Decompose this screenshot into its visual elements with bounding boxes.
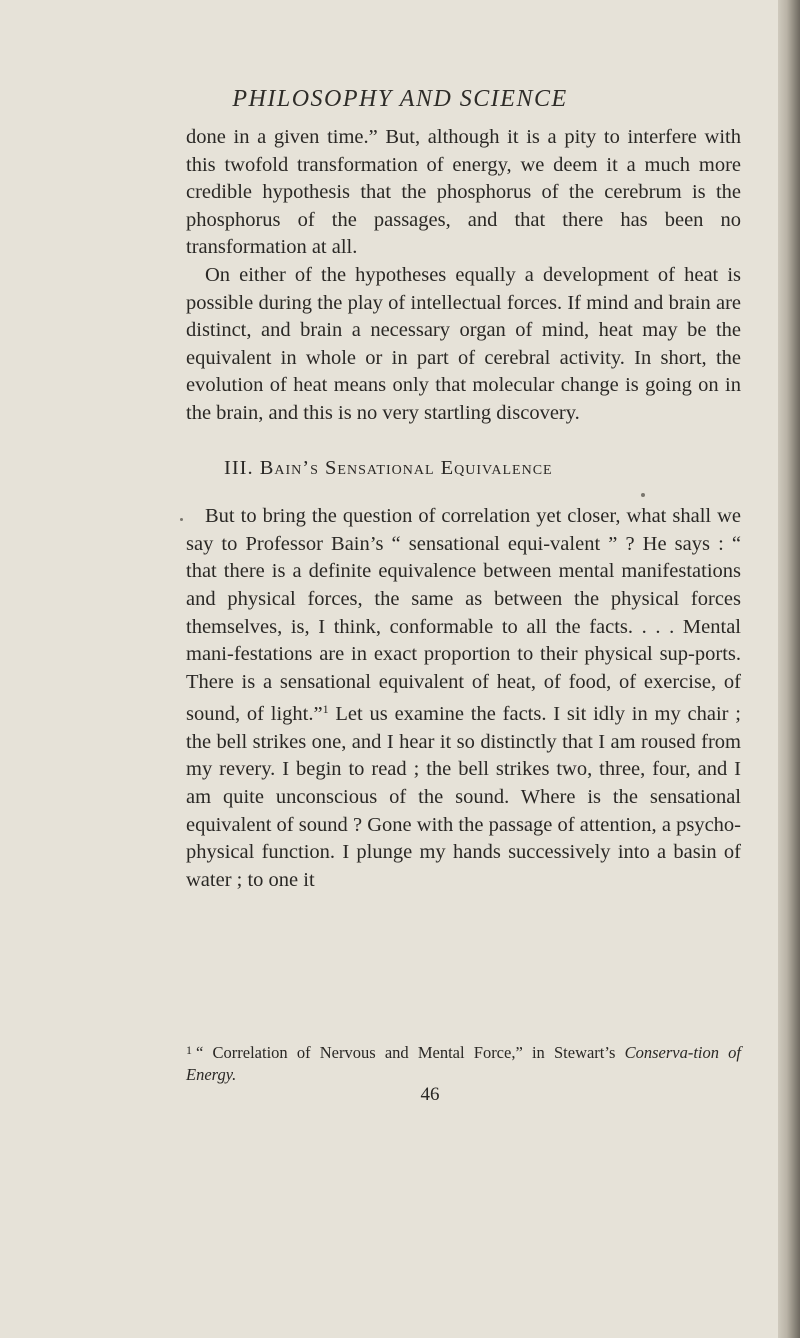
running-head: PHILOSOPHY AND SCIENCE xyxy=(232,86,568,112)
footnote-text: “ Correlation of Nervous and Mental Force,” in Stewart’s xyxy=(196,1043,625,1062)
paragraph-3 xyxy=(186,503,741,894)
paragraph-2: On either of the hypotheses equally a development of heat is possible during the play of intellectual forces. If mind and brain are distinct, and brain a necessary organ of mind, heat may be the equivalent in whole or in part of cerebral activity. In short, the evolution of heat means only that molecular change is going on in the brain, and this is no very startling discovery. xyxy=(186,263,741,424)
print-speck xyxy=(180,518,183,521)
section-heading: III. Bain’s Sensational Equivalence xyxy=(224,456,553,479)
footnote xyxy=(186,1039,741,1086)
paragraph-3-text-b: Let us examine the facts. I sit idly in my chair ; the bell strikes one, and I hear it so distinctly that I am roused from my revery. I begin to read ; the bell strikes two, three, four, and I am quite unconscious of the sound. Where is the sensational equivalent of sound ? Gone with the passage of attention, a psycho-physical function. I plunge my hands successively into a basin of water ; to one it xyxy=(186,703,741,891)
page-number: 46 xyxy=(420,1084,440,1105)
page-edge-shadow xyxy=(778,0,800,1338)
print-speck xyxy=(641,493,645,497)
footnote-title: Conserva-tion of Energy. xyxy=(186,1043,742,1084)
body-text xyxy=(186,124,741,894)
paragraph-1: done in a given time.” But, although it is a pity to interfere with this twofold transformation of energy, we deem it a much more credible hypothesis that the phosphorus of the cerebrum is the phosphorus of the passages, and that there has been no transformation at all. xyxy=(186,126,741,259)
footnote-marker: 1 xyxy=(186,1043,192,1057)
footnote-reference: 1 xyxy=(322,702,329,717)
paragraph-3-text-a: But to bring the question of correlation yet closer, what shall we say to Professor Bain’s “ sensational equi-valent ” ? He says : “ that there is a definite equivalence between mental manifestations and physical forces, the same as between the physical forces themselves, is, I think, conformable to all the facts. . . . Mental mani-festations are in exact proportion to their physical sup-ports. There is a sensational equivalent of heat, of food, of exercise, of sound, of light.” xyxy=(186,505,741,726)
